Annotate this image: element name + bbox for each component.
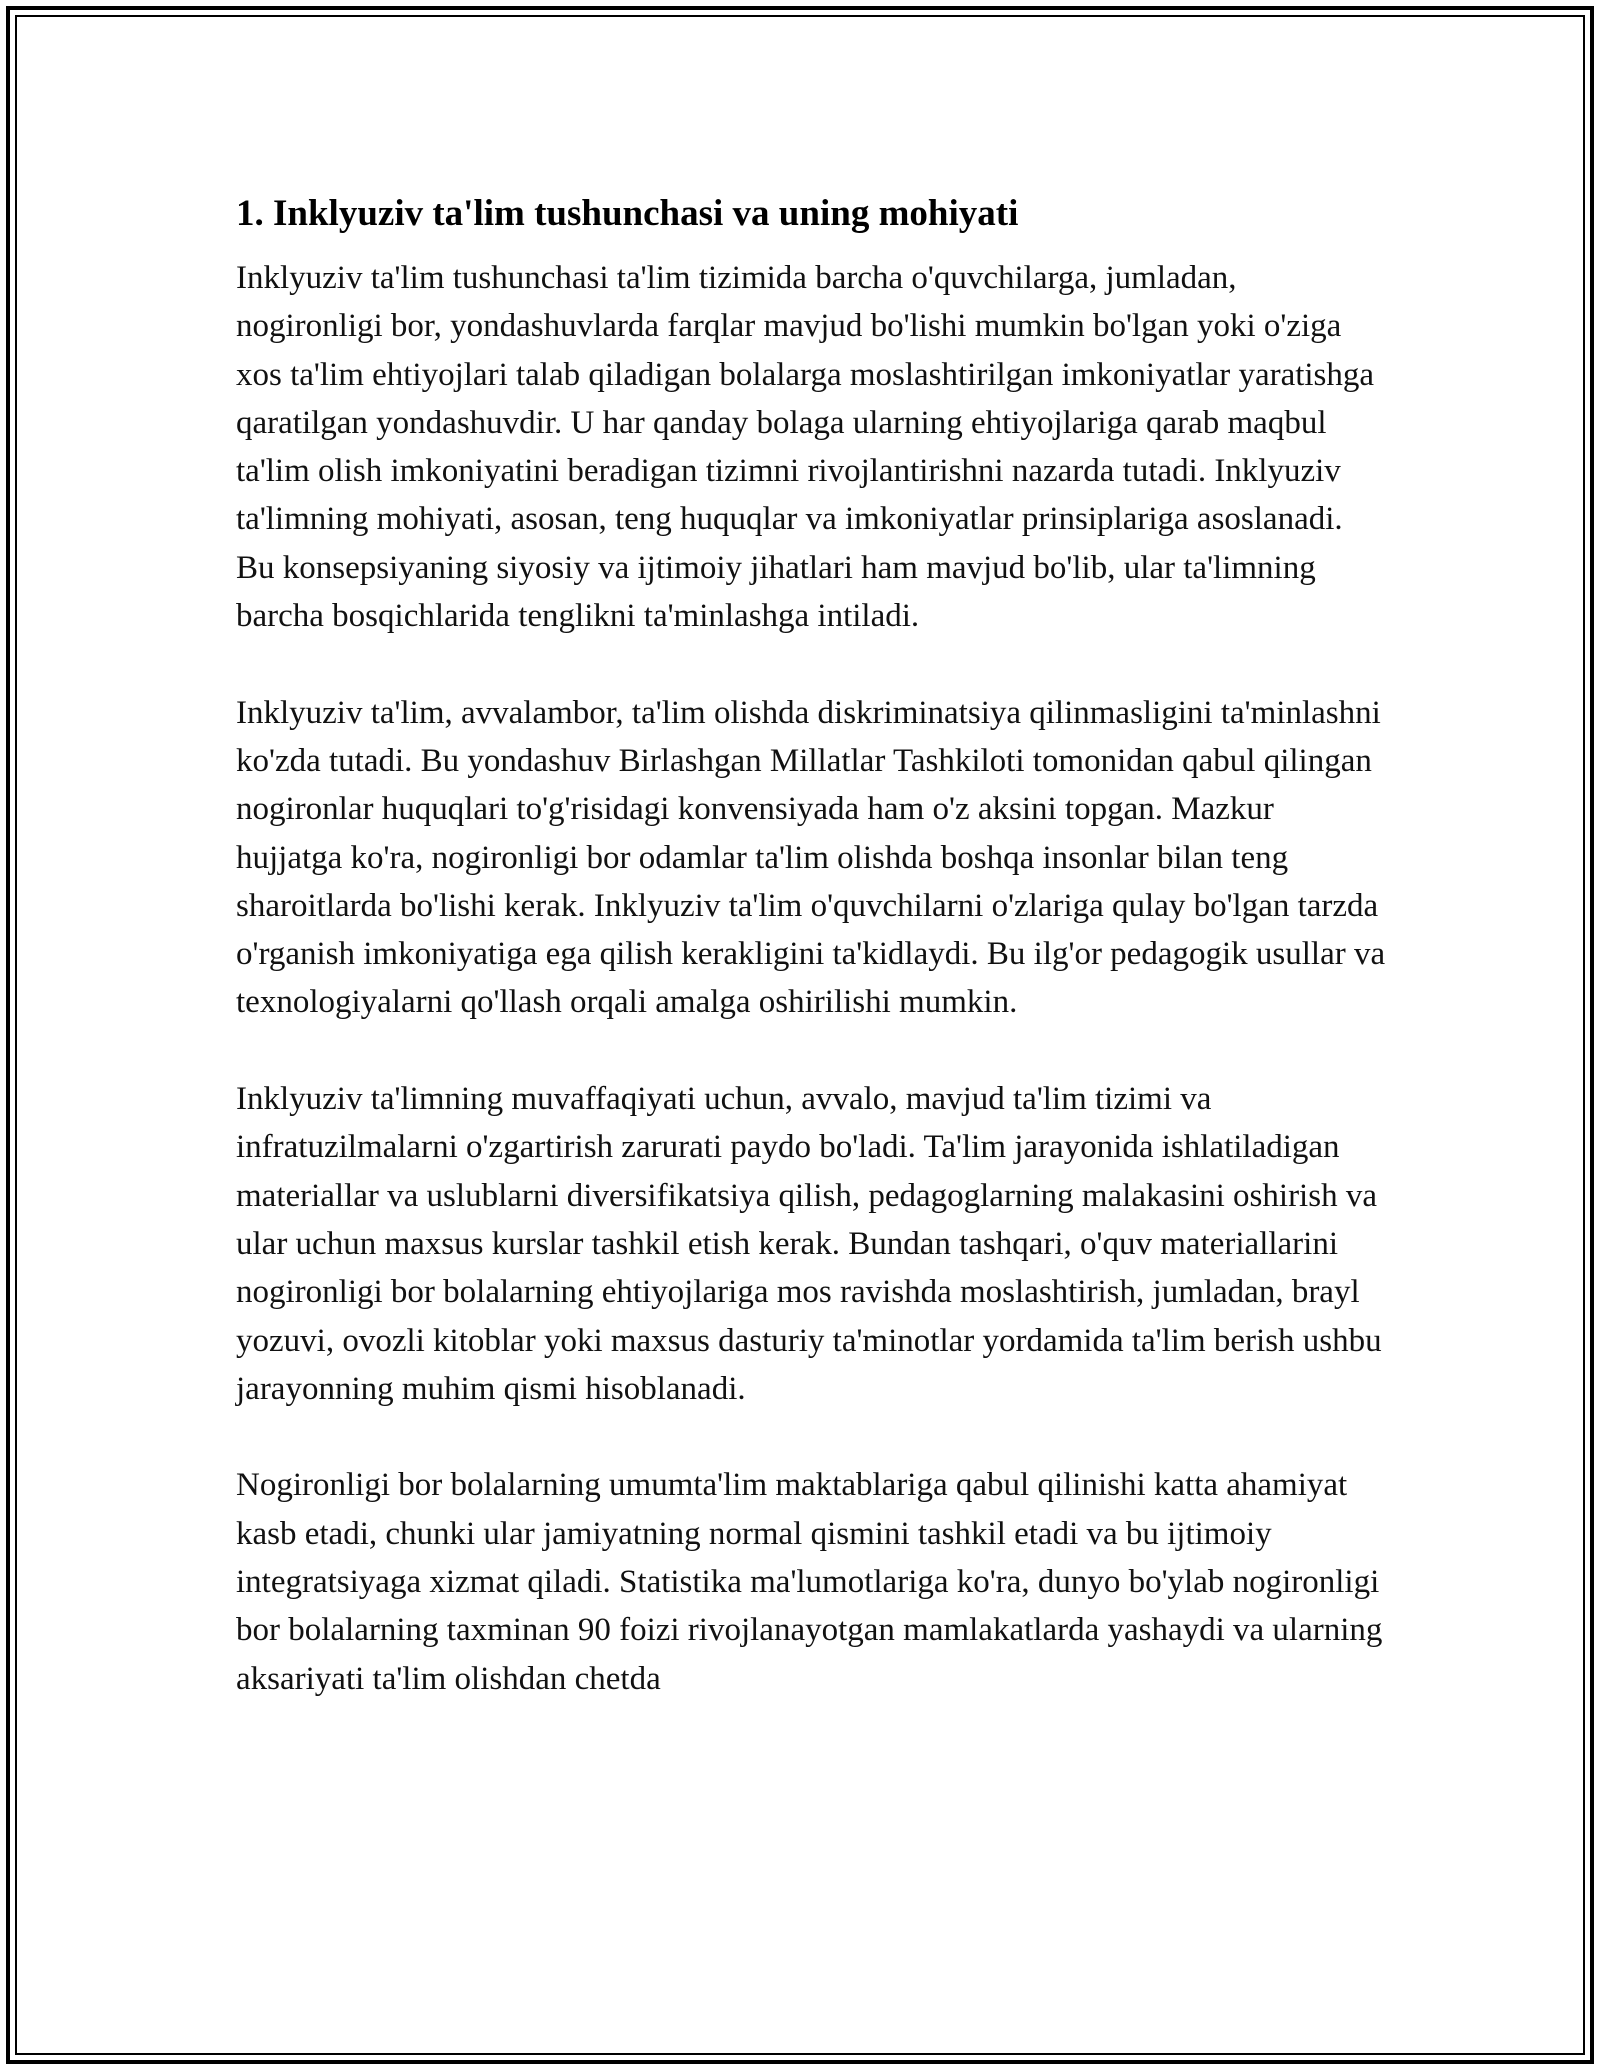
paragraph-4: Nogironligi bor bolalarning umumta'lim maktablariga qabul qilinishi katta ahamiyat kasb etadi, chunki ular jamiyatning normal qismini tashkil etadi va bu ijtimoiy integratsiyaga xizmat qiladi. Statistika ma'lumotlariga ko'ra, dunyo bo'ylab nogironligi bor bolalarning taxminan 90 foizi rivojlanayotgan mamlakatlarda yashaydi va ularning aksariyati ta'lim olishdan chetda xyxy=(236,1467,1383,1697)
paragraph-3: Inklyuziv ta'limning muvaffaqiyati uchun, avvalo, mavjud ta'lim tizimi va infratuzilmalarni o'zgartirish zarurati paydo bo'ladi. Ta'lim jarayonida ishlatiladigan materiallar va uslublarni diversifikatsiya qilish, pedagoglarning malakasini oshirish va ular uchun maxsus kurslar tashkil etish kerak. Bundan tashqari, o'quv materiallarini nogironligi bor bolalarning ehtiyojlariga mos ravishda moslashtirish, jumladan, brayl yozuvi, ovozli kitoblar yoki maxsus dasturiy ta'minotlar yordamida ta'lim berish ushbu jarayonning muhim qismi hisoblanadi. xyxy=(236,1081,1382,1407)
paragraph-2: Inklyuziv ta'lim, avvalambor, ta'lim olishda diskriminatsiya qilinmasligini ta'minlashni ko'zda tutadi. Bu yondashuv Birlashgan Millatlar Tashkiloti tomonidan qabul qilingan nogironlar huquqlari to'g'risidagi konvensiyada ham o'z aksini topgan. Mazkur hujjatga ko'ra, nogironligi bor odamlar ta'lim olishda boshqa insonlar bilan teng sharoitlarda bo'lishi kerak. Inklyuziv ta'lim o'quvchilarni o'zlariga qulay bo'lgan tarzda o'rganish imkoniyatiga ega qilish kerakligini ta'kidlaydi. Bu ilg'or pedagogik usullar va texnologiyalarni qo'llash orqali amalga oshirilishi mumkin. xyxy=(236,694,1386,1021)
document-body xyxy=(236,182,1386,1703)
paragraph-1: Inklyuziv ta'lim tushunchasi ta'lim tizimida barcha o'quvchilarga, jumladan, nogironligi bor, yondashuvlarda farqlar mavjud bo'lishi mumkin bo'lgan yoki o'ziga xos ta'lim ehtiyojlari talab qiladigan bolalarga moslashtirilgan imkoniyatlar yaratishga qaratilgan yondashuvdir. U har qanday bolaga ularning ehtiyojlariga qarab maqbul ta'lim olish imkoniyatini beradigan tizimni rivojlantirishni nazarda tutadi. Inklyuziv ta'limning mohiyati, asosan, teng huquqlar va imkoniyatlar prinsiplariga asoslanadi. Bu konsepsiyaning siyosiy va ijtimoiy jihatlari ham mavjud bo'lib, ular ta'limning barcha bosqichlarida tenglikni ta'minlashga intiladi. xyxy=(236,260,1375,635)
section-heading: 1. Inklyuziv ta'lim tushunchasi va uning mohiyati xyxy=(236,193,1019,234)
